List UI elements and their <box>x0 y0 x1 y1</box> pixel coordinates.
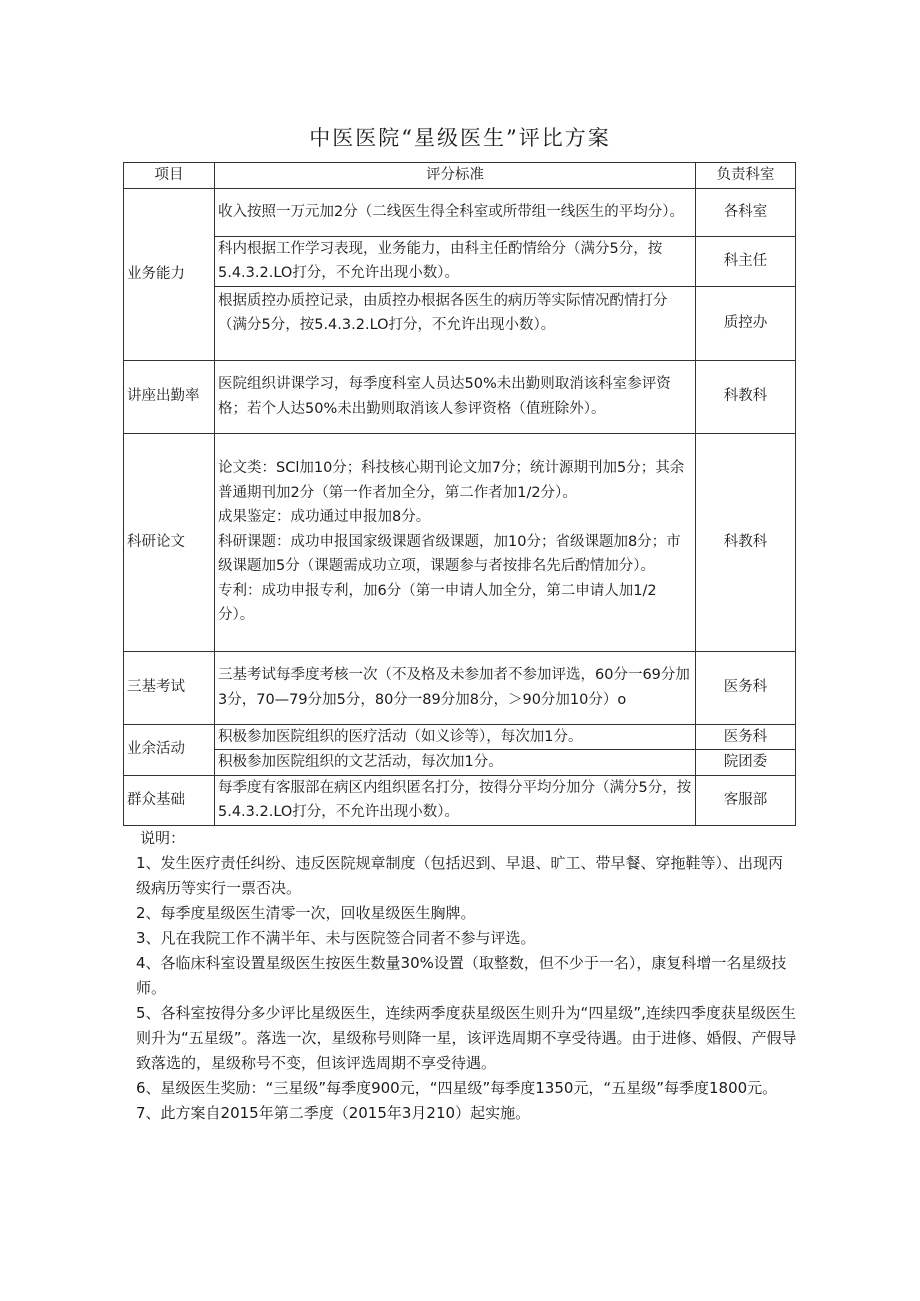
table-row <box>124 188 796 236</box>
dept-cell: 科教科 <box>696 433 796 651</box>
criteria-line: 科研课题：成功申报国家级课题省级课题，加10分；省级课题加8分；市级课题加5分（课题需成功立项，课题参与者按排名先后酌情加分）。 <box>218 533 681 575</box>
table-row <box>124 360 796 433</box>
table-row <box>124 775 796 825</box>
table-row <box>124 750 796 776</box>
criteria-cell <box>215 433 696 651</box>
item-research-papers: 科研论文 <box>124 433 215 651</box>
criteria-cell: 积极参加医院组织的文艺活动，每次加1分。 <box>215 750 696 776</box>
scoring-table <box>123 162 796 826</box>
criteria-cell: 每季度有客服部在病区内组织匿名打分，按得分平均分加分（满分5分，按5.4.3.2.LO打分，不允许出现小数）。 <box>215 775 696 825</box>
criteria-cell: 三基考试每季度考核一次（不及格及未参加者不参加评选，60分一69分加3分，70—79分加5分，80分一89分加8分，＞90分加10分）o <box>215 651 696 724</box>
criteria-line: 成果鉴定：成功通过申报加8分。 <box>218 509 431 526</box>
dept-cell: 科教科 <box>696 360 796 433</box>
criteria-cell: 积极参加医院组织的医疗活动（如义诊等），每次加1分。 <box>215 724 696 750</box>
item-public-support: 群众基础 <box>124 775 215 825</box>
dept-cell: 质控办 <box>696 286 796 360</box>
note-item: 7、此方案自2015年第二季度（2015年3月210）起实施。 <box>136 1104 531 1122</box>
notes-heading: 说明： <box>140 829 186 847</box>
table-row <box>124 286 796 360</box>
table-row <box>124 236 796 286</box>
dept-cell: 医务科 <box>696 724 796 750</box>
note-item: 4、各临床科室设置星级医生按医生数量30%设置（取整数，但不少于一名），康复科增一名星级技师。 <box>136 954 787 997</box>
criteria-line: 论文类：SCl加10分；科技核心期刊论文加7分；统计源期刊加5分；其余普通期刊加2分（第一作者加全分，第二作者加1/2分）。 <box>218 460 685 501</box>
criteria-cell: 根据质控办质控记录，由质控办根据各医生的病历等实际情况酌情打分（满分5分，按5.4.3.2.LO打分，不允许出现小数）。 <box>215 286 696 360</box>
note-item: 1、发生医疗责任纠纷、违反医院规章制度（包括迟到、早退、旷工、带早餐、穿拖鞋等）、出现丙级病历等实行一票否决。 <box>136 854 784 897</box>
criteria-cell: 收入按照一万元加2分（二线医生得全科室或所带组一线医生的平均分）。 <box>215 188 696 236</box>
dept-cell: 院团委 <box>696 750 796 776</box>
item-leisure-activities: 业余活动 <box>124 724 215 775</box>
table-header-row <box>124 163 796 189</box>
table-row <box>124 651 796 724</box>
note-item: 3、凡在我院工作不满半年、未与医院签合同者不参与评选。 <box>136 929 536 947</box>
item-business-ability: 业务能力 <box>124 188 215 360</box>
dept-cell: 医务科 <box>696 651 796 724</box>
item-lecture-attendance: 讲座出勤率 <box>124 360 215 433</box>
header-item: 项目 <box>124 163 215 189</box>
note-item: 6、星级医生奖励：“三星级”每季度900元，“四星级”每季度1350元，“五星级”每季度1800元。 <box>136 1079 778 1097</box>
dept-cell: 科主任 <box>696 236 796 286</box>
dept-cell: 各科室 <box>696 188 796 236</box>
notes-section <box>136 826 798 1126</box>
table-row <box>124 433 796 651</box>
header-criteria: 评分标准 <box>215 163 696 189</box>
note-item: 5、各科室按得分多少评比星级医生，连续两季度获星级医生则升为“四星级”,连续四季度获星级医生则升为“五星级”。落选一次，星级称号则降一星，该评选周期不享受待遇。由于进修、婚假、产假导致落选的，星级称号不变，但该评选周期不享受待遇。 <box>136 1004 797 1072</box>
dept-cell: 客服部 <box>696 775 796 825</box>
note-item: 2、每季度星级医生清零一次，回收星级医生胸牌。 <box>136 904 476 922</box>
item-three-basics-exam: 三基考试 <box>124 651 215 724</box>
table-row <box>124 724 796 750</box>
criteria-cell: 科内根据工作学习表现，业务能力，由科主任酌情给分（满分5分，按5.4.3.2.LO打分，不允许出现小数）。 <box>215 236 696 286</box>
criteria-line: 专利：成功申报专利，加6分（第一申请人加全分，第二申请人加1/2分）。 <box>218 582 657 624</box>
header-dept: 负责科室 <box>696 163 796 189</box>
criteria-cell: 医院组织讲课学习，每季度科室人员达50%未出勤则取消该科室参评资格；若个人达50%未出勤则取消该人参评资格（值班除外）。 <box>215 360 696 433</box>
document-title: 中医医院“星级医生”评比方案 <box>309 126 611 150</box>
